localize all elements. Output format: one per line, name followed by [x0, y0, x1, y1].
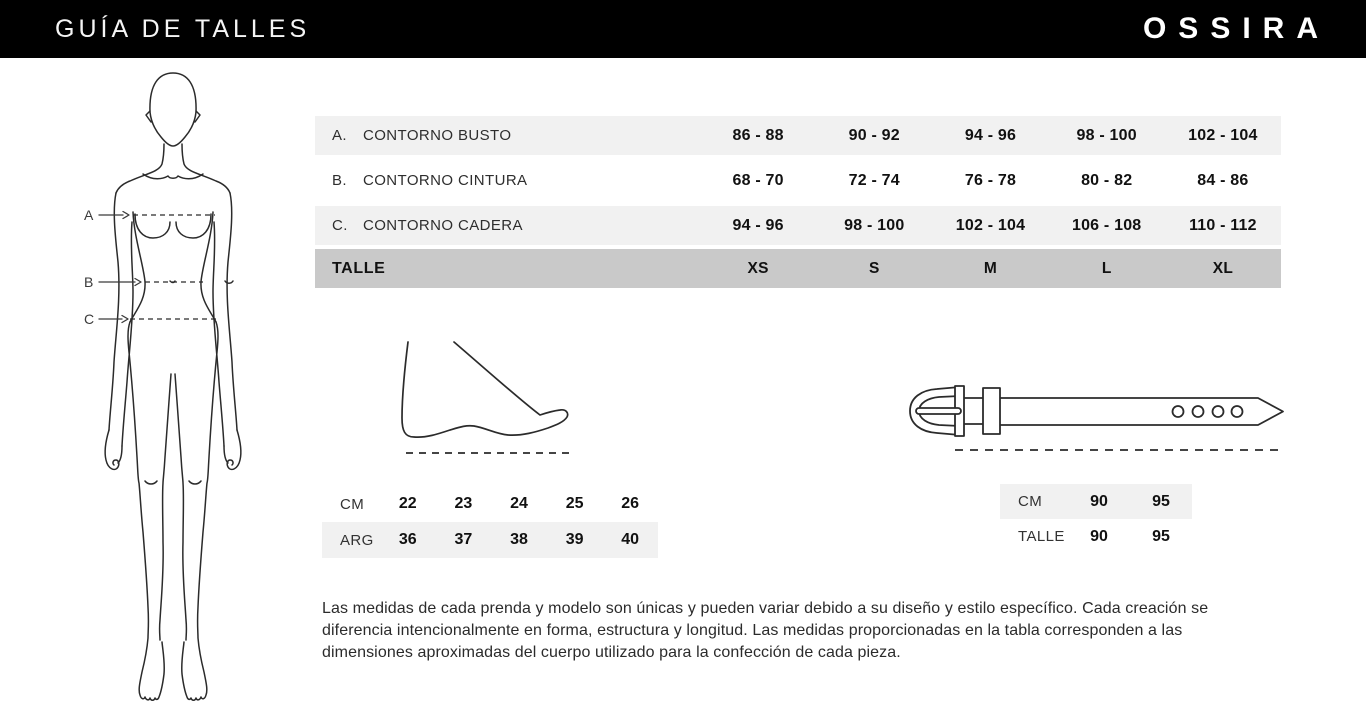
table-cell: XL: [1212, 259, 1233, 277]
row-label: A. CONTORNO BUSTO: [332, 127, 512, 144]
table-cell: 68 - 70: [732, 171, 784, 189]
table-cell: 90: [1090, 492, 1108, 510]
page-title: GUÍA DE TALLES: [55, 14, 311, 43]
belt-illustration: [903, 382, 1285, 454]
size-disclaimer: Las medidas de cada prenda y modelo son únicas y pueden variar debido a su diseño y estilo específico. Cada creación se diferencia intencionalmente en forma, estructura y longitud. Las medidas proporcionadas en la tabla corresponden a las dimensiones aproximadas del cuerpo utilizado para la confección de cada pieza.: [322, 600, 1209, 661]
table-cell: 84 - 86: [1197, 171, 1249, 189]
table-row-busto: [315, 116, 1281, 155]
figure-label-b: B: [84, 274, 94, 290]
table-row-cm: CM 22 23 24 25 26: [322, 486, 658, 522]
table-row-belt-cm: CM 90 95: [1000, 484, 1192, 519]
table-cell: 24: [510, 495, 528, 512]
figure-label-a: A: [84, 207, 94, 223]
table-row-belt-talle: TALLE 90 95: [1000, 519, 1192, 554]
table-cell: 86 - 88: [732, 126, 784, 144]
row-label: C. CONTORNO CADERA: [332, 217, 523, 234]
table-cell: 90 - 92: [848, 126, 900, 144]
table-cell: 94 - 96: [964, 126, 1017, 144]
table-cell: L: [1101, 259, 1112, 277]
app-header: [0, 0, 1366, 58]
female-figure-illustration: [75, 62, 275, 707]
row-label: B. CONTORNO CINTURA: [332, 172, 528, 189]
figure-label-c: C: [84, 311, 95, 327]
table-row-talle: [315, 249, 1281, 288]
waist-arrow: [99, 279, 141, 286]
table-cell: 94 - 96: [732, 216, 784, 234]
brand-logo: OSSIRA: [1142, 12, 1330, 45]
table-cell: 22: [398, 495, 417, 512]
table-cell: 38: [510, 531, 528, 548]
table-cell: XS: [747, 259, 769, 277]
table-cell: 95: [1152, 527, 1170, 545]
table-cell: 37: [454, 531, 473, 548]
table-row-cintura: [315, 161, 1281, 200]
table-cell: 110 - 112: [1189, 216, 1257, 234]
foot-illustration: [398, 336, 578, 461]
table-cell: 106 - 108: [1071, 216, 1142, 234]
table-cell: 25: [565, 495, 584, 512]
table-row-arg: ARG 36 37 38 39 40: [322, 522, 658, 558]
table-cell: 102 - 104: [1188, 126, 1258, 144]
table-cell: 72 - 74: [848, 171, 900, 189]
table-cell: 26: [621, 495, 640, 512]
table-cell: 90: [1090, 527, 1108, 545]
table-cell: 36: [398, 531, 417, 548]
table-cell: M: [983, 259, 998, 277]
table-cell: S: [869, 259, 880, 277]
table-cell: 23: [454, 495, 473, 512]
table-cell: 98 - 100: [844, 216, 905, 234]
table-cell: 95: [1152, 492, 1170, 510]
table-cell: 39: [565, 531, 584, 548]
row-label: TALLE: [332, 259, 386, 277]
table-cell: 80 - 82: [1081, 171, 1133, 189]
table-cell: 98 - 100: [1076, 126, 1137, 144]
table-cell: 102 - 104: [955, 216, 1026, 234]
hip-arrow: [99, 316, 128, 323]
table-cell: 40: [621, 531, 640, 548]
figure-head: [150, 73, 196, 146]
table-row-cadera: [315, 206, 1281, 245]
table-cell: 76 - 78: [964, 171, 1017, 189]
